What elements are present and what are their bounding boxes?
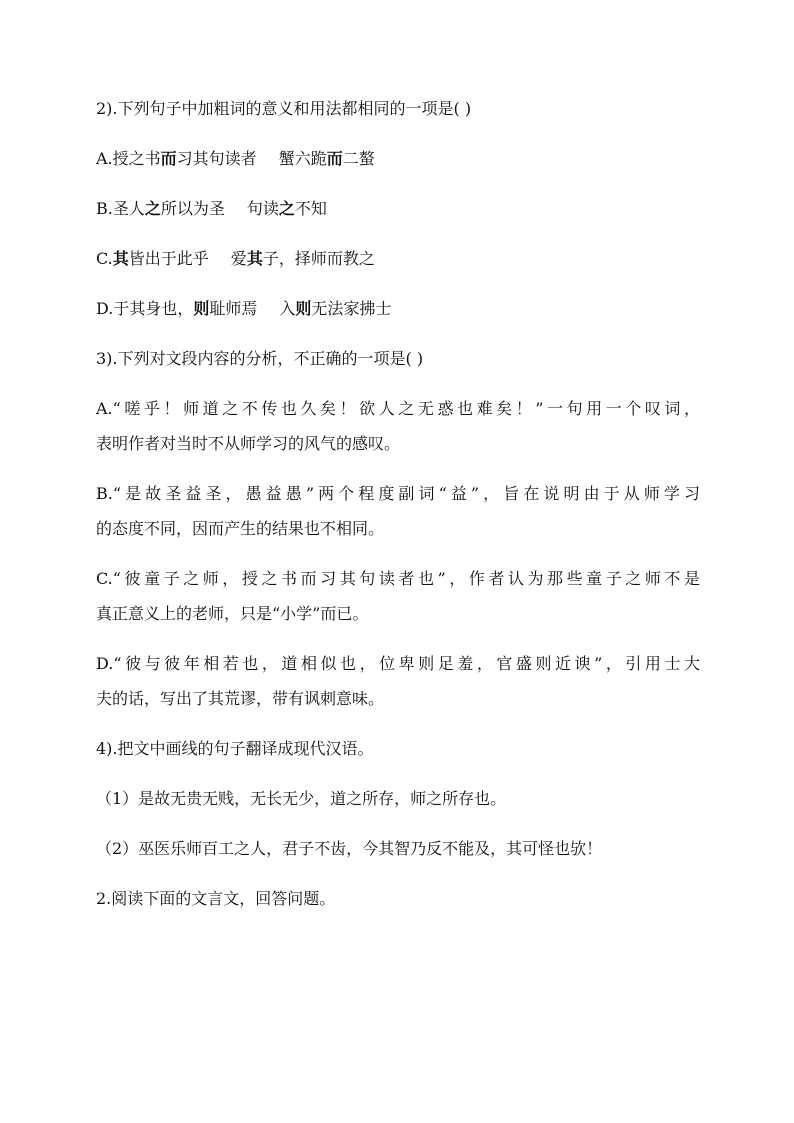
q4-stem: 4).把文中画线的句子翻译成现代汉语。 [96, 739, 374, 758]
bold-word: 则 [295, 299, 312, 318]
q3-option-a-line2: 表明作者对当时不从师学习的风气的感叹。 [96, 434, 401, 453]
bold-word: 而 [160, 149, 177, 168]
q3-option-d-line2: 夫的话，写出了其荒谬，带有讽刺意味。 [96, 689, 385, 708]
q2-stem: 2).下列句子中加粗词的意义和用法都相同的一项是( ) [96, 99, 472, 118]
bold-word: 而 [326, 149, 343, 168]
q2-option-b: B.圣人之所以为圣 句读之不知 [96, 199, 327, 218]
q3-option-b-line1: B.“是故圣益圣，愚益愚”两个程度副词“益”，旨在说明由于从师学习 [96, 484, 700, 503]
q2-option-d: D.于其身也，则耻师焉 入则无法家拂士 [96, 299, 392, 318]
q4-sentence-2: （2）巫医乐师百工之人，君子不齿，今其智乃反不能及，其可怪也欤！ [96, 839, 603, 858]
q3-stem: 3).下列对文段内容的分析，不正确的一项是( ) [96, 349, 424, 368]
q2-option-c: C.其皆出于此乎 爱其子，择师而教之 [96, 249, 375, 268]
q3-option-d-line1: D.“彼与彼年相若也，道相似也，位卑则足羞，官盛则近谀”，引用士大 [96, 654, 700, 673]
q3-option-a-line1: A.“嗟乎！师道之不传也久矣！欲人之无惑也难矣！”一句用一个叹词， [96, 399, 700, 418]
section-2-heading: 2.阅读下面的文言文，回答问题。 [96, 889, 336, 908]
bold-word: 之 [144, 199, 161, 218]
bold-word: 则 [193, 299, 210, 318]
q3-option-c-line2: 真正意义上的老师，只是“小学”而已。 [96, 604, 369, 623]
bold-word: 之 [278, 199, 295, 218]
bold-word: 其 [246, 249, 263, 268]
q2-option-a: A.授之书而习其句读者 蟹六跪而二螯 [96, 149, 375, 168]
q4-sentence-1: （1）是故无贵无贱，无长无少，道之所存，师之所存也。 [96, 789, 507, 808]
q3-option-c-line1: C.“彼童子之师，授之书而习其句读者也”，作者认为那些童子之师不是 [96, 569, 700, 588]
q3-option-b-line2: 的态度不同，因而产生的结果也不相同。 [96, 519, 385, 538]
bold-word: 其 [112, 249, 129, 268]
